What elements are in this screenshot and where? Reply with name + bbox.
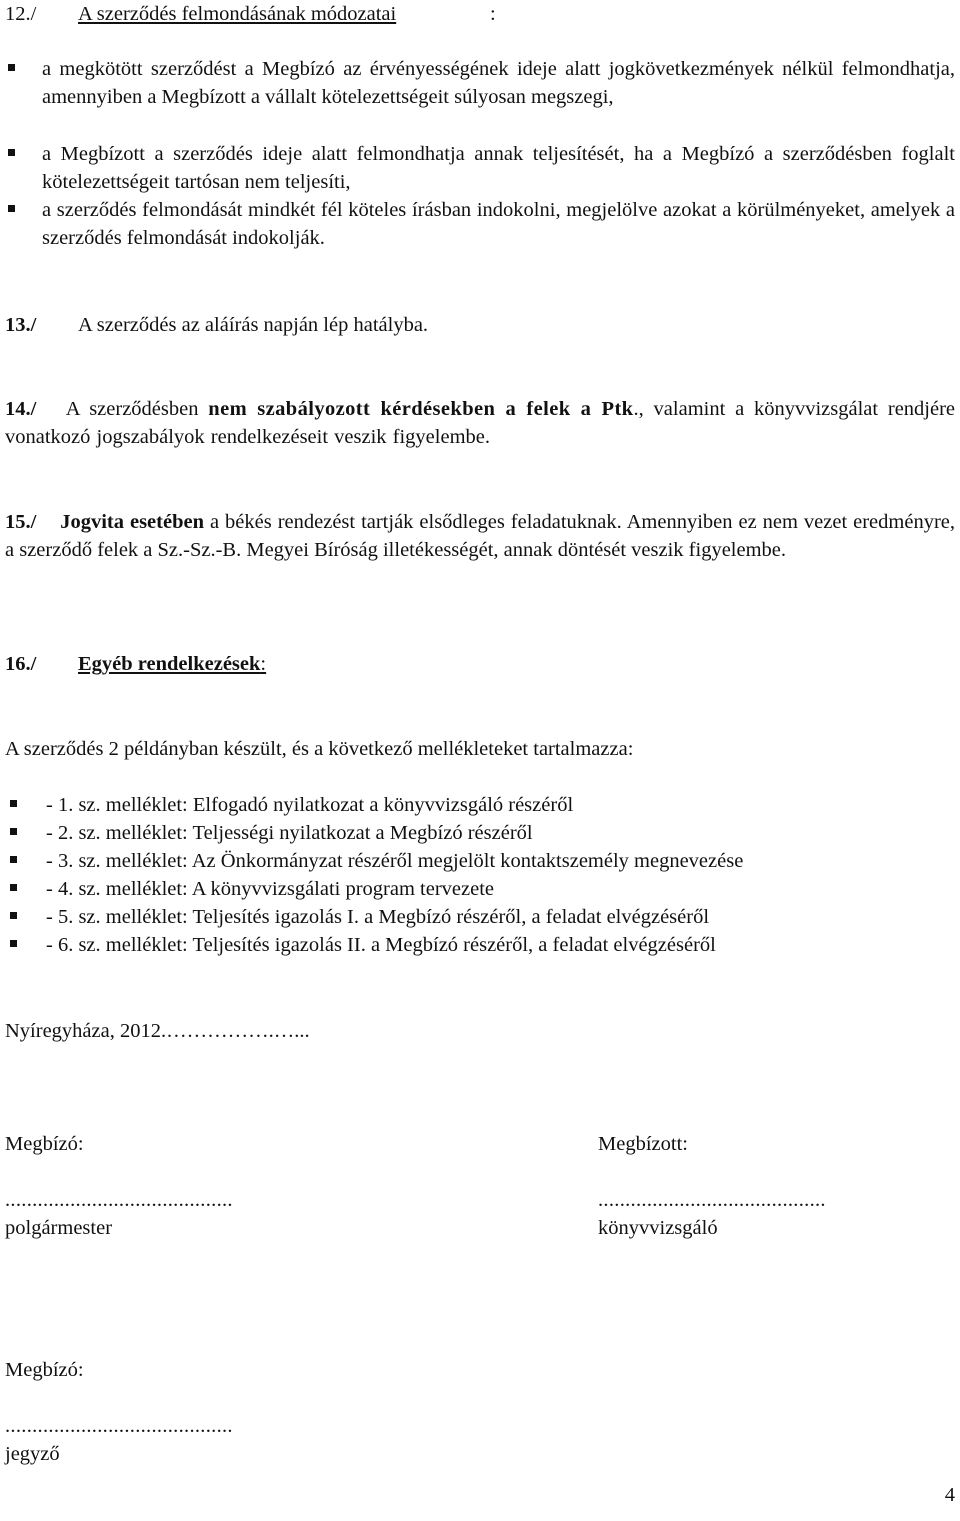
section-13-text: A szerződés az aláírás napján lép hatályba.: [78, 314, 429, 336]
bullet-icon: [10, 912, 17, 919]
section-13-number: 13./: [5, 314, 37, 336]
attachment-3: - 3. sz. melléklet: Az Önkormányzat részéről megjelölt kontaktszemély megnevezése: [46, 850, 744, 872]
attachment-4: - 4. sz. melléklet: A könyvvizsgálati program tervezete: [46, 878, 495, 900]
signature-right-line: ..........................................: [598, 1189, 826, 1211]
section-12-title: A szerződés felmondásának módozatai: [78, 3, 397, 25]
section-14-paragraph: [5, 395, 955, 451]
bullet-icon: [8, 64, 15, 71]
section-12-number: 12./: [5, 3, 37, 25]
bullet-icon: [10, 940, 17, 947]
section-14-bold: nem szabályozott kérdésekben a felek a Ptk: [208, 398, 634, 420]
signature-third-label: Megbízó:: [5, 1359, 84, 1381]
bullet-icon: [10, 828, 17, 835]
section-12-title-colon: :: [490, 3, 496, 25]
section-16-number: 16./: [5, 653, 37, 675]
section-16-intro: A szerződés 2 példányban készült, és a következő mellékleteket tartalmazza:: [5, 738, 634, 760]
section-12-bullet-2: a Megbízott a szerződés ideje alatt felmondhatja annak teljesítését, ha a Megbízó a szerződésben foglalt kötelezettségeit tartósan nem teljesíti,: [42, 143, 955, 193]
signature-right-role: könyvvizsgáló: [598, 1217, 718, 1239]
section-15-paragraph: [5, 508, 955, 564]
signature-third-line: ..........................................: [5, 1415, 233, 1437]
section-14-post: ., valamint a könyvvizsgálat rendjére vonatkozó jogszabályok rendelkezéseit veszik figyelembe.: [5, 398, 956, 448]
bullet-icon: [10, 800, 17, 807]
section-12-bullet-3: a szerződés felmondását mindkét fél köteles írásban indokolni, megjelölve azokat a körülményeket, amelyek a szerződés felmondását indokolják.: [42, 199, 955, 249]
section-16-title: Egyéb rendelkezések: [78, 653, 261, 675]
attachment-6: - 6. sz. melléklet: Teljesítés igazolás II. a Megbízó részéről, a feladat elvégzéséről: [46, 934, 716, 956]
bullet-icon: [8, 149, 15, 156]
bullet-icon: [10, 884, 17, 891]
section-12-heading: [5, 0, 905, 28]
section-12-bullet-1: a megkötött szerződést a Megbízó az érvényességének ideje alatt jogkövetkezmények nélkül felmondhatja, amennyiben a Megbízott a vállalt kötelezettségeit súlyosan megszegi,: [42, 58, 955, 108]
bullet-icon: [10, 856, 17, 863]
section-14-number: 14./: [5, 398, 37, 420]
page-number: 4: [944, 1484, 955, 1506]
section-16-title-colon: :: [260, 653, 267, 675]
section-15-post: a békés rendezést tartják elsődleges feladatuknak. Amennyiben ez nem vezet eredményre, a szerződő felek a Sz.-Sz.-B. Megyei Bíróság illetékességét, annak döntését veszik figyelembe.: [5, 511, 956, 561]
signature-left-label: Megbízó:: [5, 1133, 84, 1155]
attachment-2: - 2. sz. melléklet: Teljességi nyilatkozat a Megbízó részéről: [46, 822, 533, 844]
section-16-title-wrap: [78, 650, 266, 678]
signature-left-role: polgármester: [5, 1217, 113, 1239]
signature-third-role: jegyző: [5, 1443, 60, 1465]
signature-right-label: Megbízott:: [598, 1133, 688, 1155]
section-14-pre: A szerződésben: [65, 398, 199, 420]
attachment-1: - 1. sz. melléklet: Elfogadó nyilatkozat a könyvvizsgáló részéről: [46, 794, 574, 816]
place-date: Nyíregyháza, 2012.…………….…...: [5, 1020, 310, 1042]
section-15-bold: Jogvita esetében: [60, 511, 204, 533]
signature-left-line: ..........................................: [5, 1189, 233, 1211]
bullet-icon: [8, 205, 15, 212]
attachment-5: - 5. sz. melléklet: Teljesítés igazolás I. a Megbízó részéről, a feladat elvégzéséről: [46, 906, 710, 928]
section-15-number: 15./: [5, 511, 37, 533]
